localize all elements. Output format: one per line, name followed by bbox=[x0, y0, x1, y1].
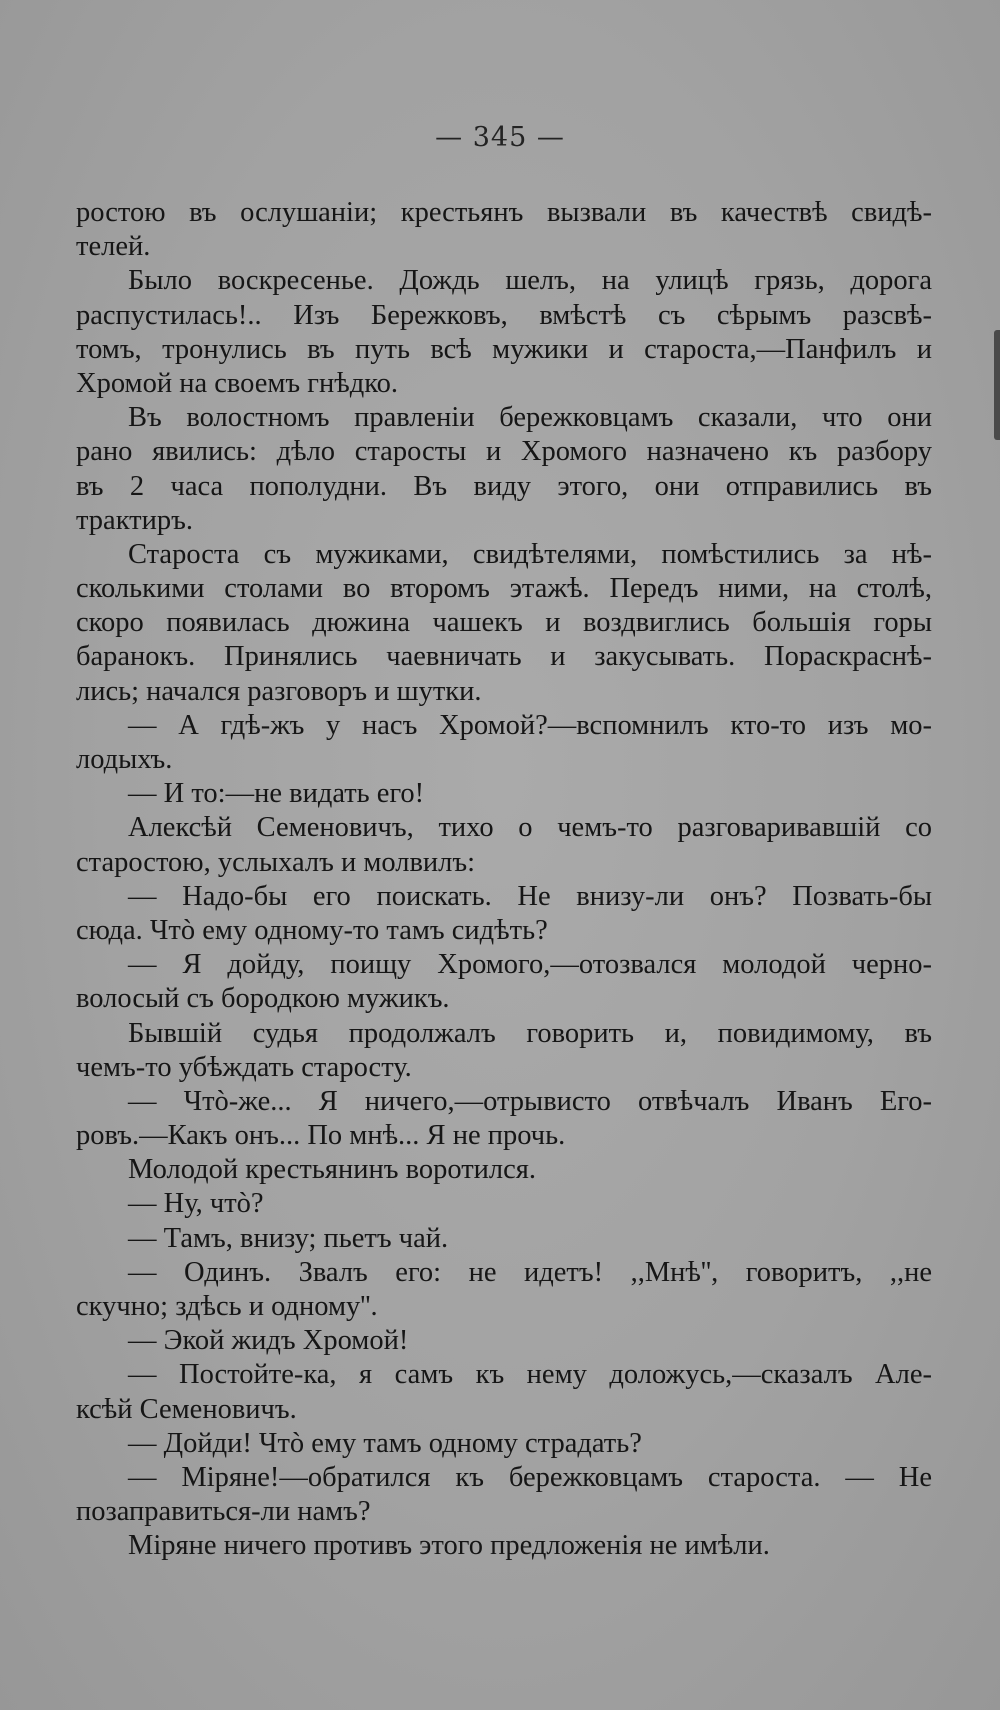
text-line: лись; начался разговоръ и шутки. bbox=[76, 675, 482, 707]
text-line: — А гдѣ-жъ у насъ Хромой?—вспомнилъ кто-то изъ мо- bbox=[128, 709, 932, 741]
text-line: баранокъ. Принялись чаевничать и закусывать. Пораскраснѣ- bbox=[76, 641, 932, 673]
text-line: томъ, тронулись въ путь всѣ мужики и староста,—Панфилъ и bbox=[76, 333, 932, 365]
text-line: — Дойди! Чтò ему тамъ одному страдать? bbox=[128, 1427, 642, 1459]
text-line: ровъ.—Какъ онъ... По мнѣ... Я не прочь. bbox=[76, 1120, 566, 1152]
text-line: Міряне ничего противъ этого предложенія не имѣли. bbox=[128, 1530, 770, 1562]
text-line: — Постойте-ка, я самъ къ нему доложусь,—сказалъ Але- bbox=[128, 1359, 932, 1391]
text-line: — Одинъ. Звалъ его: не идетъ! ,,Мнѣ'', говоритъ, ,,не bbox=[128, 1256, 932, 1288]
text-line: — Чтò-же... Я ничего,—отрывисто отвѣчалъ Иванъ Его- bbox=[128, 1085, 932, 1117]
text-line: Бывшій судья продолжалъ говорить и, повидимому, въ bbox=[128, 1017, 932, 1049]
text-line: чемъ-то убѣждать старосту. bbox=[76, 1051, 412, 1083]
text-line: позаправиться-ли намъ? bbox=[76, 1496, 371, 1528]
text-line: сюда. Чтò ему одному-то тамъ сидѣть? bbox=[76, 914, 548, 946]
text-line: Молодой крестьянинъ воротился. bbox=[128, 1154, 537, 1186]
text-line: въ 2 часа пополудни. Въ виду этого, они отправились въ bbox=[76, 470, 932, 502]
text-line: скучно; здѣсь и одному''. bbox=[76, 1291, 378, 1322]
text-line: — Я дойду, поищу Хромого,—отозвался молодой черно- bbox=[128, 949, 932, 981]
text-line: телей. bbox=[76, 231, 151, 263]
text-line: скоро появилась дюжина чашекъ и воздвиглись большія горы bbox=[76, 607, 932, 639]
text-line: Алексѣй Семеновичъ, тихо о чемъ-то разговаривавшій со bbox=[128, 812, 932, 844]
text-line: старостою, услыхалъ и молвилъ: bbox=[76, 846, 476, 878]
text-line: Было воскресенье. Дождь шелъ, на улицѣ грязь, дорога bbox=[128, 265, 932, 297]
text-line: — Міряне!—обратился къ бережковцамъ староста. — Не bbox=[128, 1461, 932, 1493]
text-line: ростою въ ослушаніи; крестьянъ вызвали въ качествѣ свидѣ- bbox=[76, 197, 932, 228]
text-line: Староста съ мужиками, свидѣтелями, помѣстились за нѣ- bbox=[128, 538, 932, 570]
text-line: распустилась!.. Изъ Бережковъ, вмѣстѣ съ сѣрымъ разсвѣ- bbox=[76, 299, 932, 331]
text-line: — Надо-бы его поискать. Не внизу-ли онъ? Позвать-бы bbox=[128, 880, 932, 912]
text-line: сколькими столами во второмъ этажѣ. Передъ ними, на столѣ, bbox=[76, 573, 932, 605]
text-line: Хромой на своемъ гнѣдко. bbox=[76, 367, 398, 399]
page-number: — 345 — bbox=[435, 122, 565, 153]
text-line: Въ волостномъ правленіи бережковцамъ сказали, что они bbox=[128, 402, 932, 434]
text-line: ксѣй Семеновичъ. bbox=[76, 1393, 297, 1425]
page-edge-shadow bbox=[994, 330, 1000, 440]
text-line: — Тамъ, внизу; пьетъ чай. bbox=[128, 1222, 449, 1254]
text-line: рано явились: дѣло старосты и Хромого назначено къ разбору bbox=[76, 436, 932, 468]
body-text bbox=[76, 196, 932, 1564]
text-line: — Ну, чтò? bbox=[128, 1188, 264, 1220]
text-line: трактиръ. bbox=[76, 504, 193, 536]
text-line: — И то:—не видать его! bbox=[128, 778, 425, 810]
text-line: — Экой жидъ Хромой! bbox=[128, 1325, 409, 1357]
text-line: волосый съ бородкою мужикъ. bbox=[76, 983, 450, 1015]
text-line: лодыхъ. bbox=[76, 744, 173, 775]
